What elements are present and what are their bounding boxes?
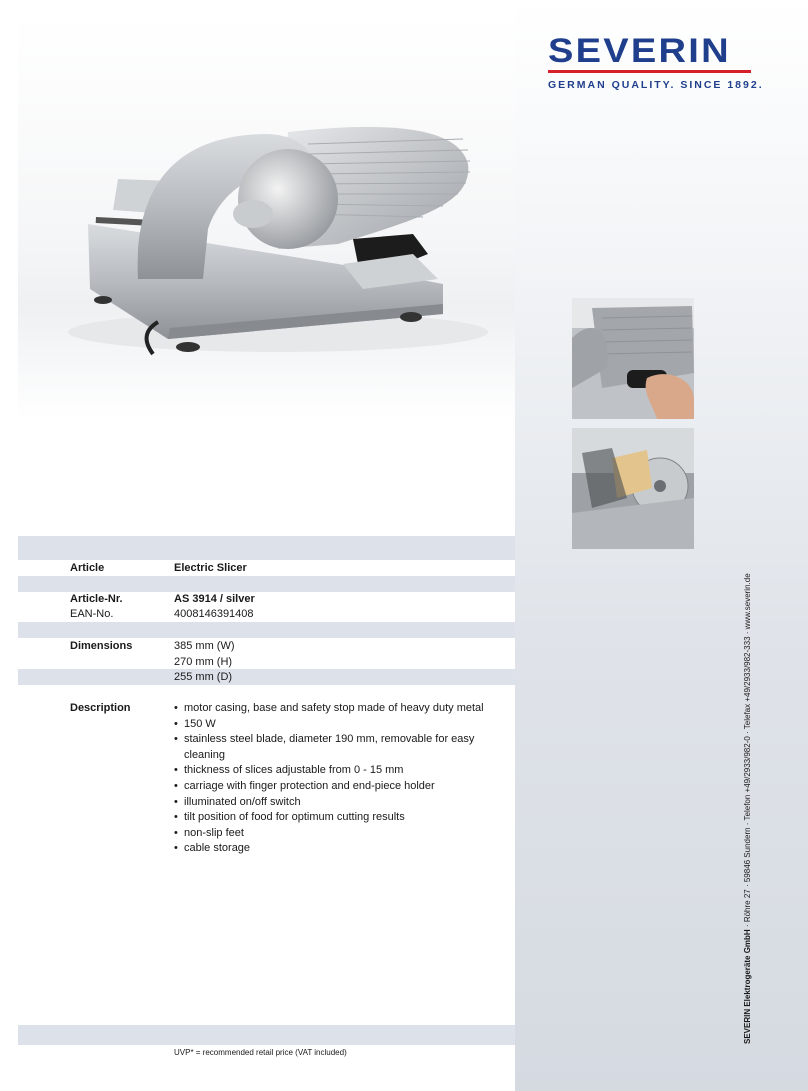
- spec-band: [18, 622, 515, 638]
- list-item: • motor casing, base and safety stop made of heavy duty metal: [174, 701, 504, 717]
- spec-row-dimensions-height: [18, 654, 515, 670]
- spec-row-dimensions: [18, 638, 515, 654]
- company-address: · Röhre 27 · 59846 Sundern · Telefon +49/2933/982-0 · Telefax +49/2933/982-333 · www.severin.de: [743, 573, 752, 928]
- list-item: • carriage with finger protection and end-piece holder: [174, 779, 504, 795]
- list-item: • tilt position of food for optimum cutting results: [174, 810, 504, 826]
- severin-logo: [548, 32, 764, 91]
- brand-tagline: GERMAN QUALITY. SINCE 1892.: [548, 79, 764, 91]
- company-info-vertical: [743, 573, 752, 1044]
- description-list: [174, 701, 504, 857]
- dimensions-label: Dimensions: [70, 640, 133, 652]
- brand-name: SEVERIN: [548, 32, 731, 70]
- list-item: • cable storage: [174, 841, 504, 857]
- hand-on-slicer-image: [572, 298, 694, 419]
- list-item: • thickness of slices adjustable from 0 - 15 mm: [174, 763, 504, 779]
- dimension-height: 270 mm (H): [174, 656, 233, 668]
- product-hero-image: [18, 14, 515, 420]
- list-item: • illuminated on/off switch: [174, 795, 504, 811]
- article-label: Article: [70, 562, 105, 574]
- spec-row-article-nr: [18, 591, 515, 607]
- dimension-depth: 255 mm (D): [174, 671, 233, 683]
- article-value: Electric Slicer: [174, 562, 247, 574]
- slicer-cutting-bread-image: [572, 428, 694, 549]
- footnote: UVP* = recommended retail price (VAT included): [174, 1048, 347, 1057]
- dimension-width: 385 mm (W): [174, 640, 235, 652]
- spec-header-band: [18, 536, 515, 560]
- thumbnail-cutting-photo: [572, 428, 694, 549]
- company-name: SEVERIN Elektrogeräte GmbH: [743, 929, 752, 1044]
- thumbnail-switch-photo: [572, 298, 694, 419]
- spec-row-dimensions-depth: [18, 669, 515, 685]
- electric-slicer-illustration: [18, 14, 515, 420]
- logo-red-bar: [548, 70, 751, 73]
- list-item: • non-slip feet: [174, 826, 504, 842]
- ean-label: EAN-No.: [70, 608, 114, 620]
- spec-row-ean: [18, 606, 515, 622]
- article-nr-label: Article-Nr.: [70, 593, 123, 605]
- description-label: Description: [70, 702, 131, 714]
- article-nr-value: AS 3914 / silver: [174, 593, 255, 605]
- spec-row-article: [18, 560, 515, 576]
- list-item: • stainless steel blade, diameter 190 mm, removable for easy cleaning: [174, 732, 504, 763]
- spec-band: [18, 576, 515, 592]
- list-item: • 150 W: [174, 717, 504, 733]
- ean-value: 4008146391408: [174, 608, 254, 620]
- footer-band: [18, 1025, 515, 1045]
